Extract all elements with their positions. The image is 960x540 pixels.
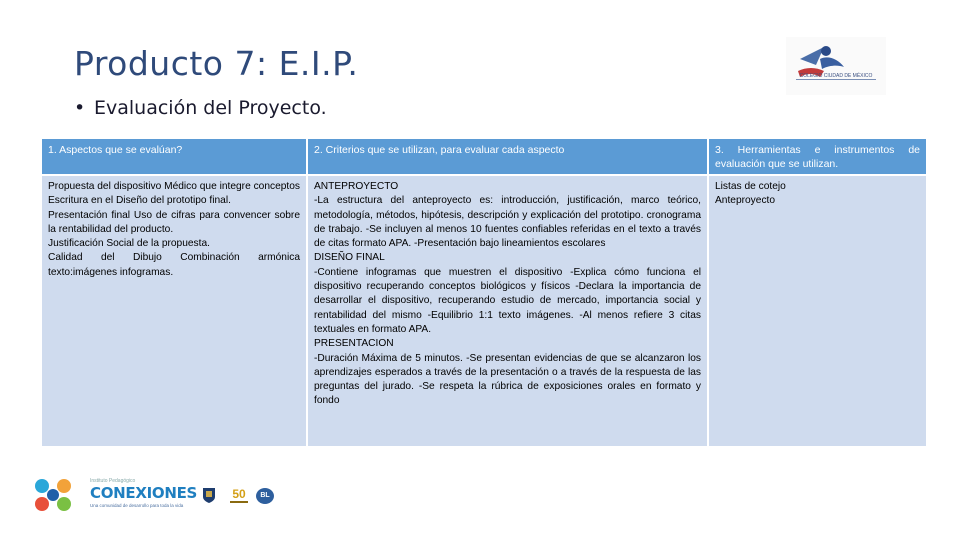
criteria-heading: ANTEPROYECTO — [314, 181, 399, 192]
svg-text:50: 50 — [232, 487, 246, 501]
tool-line: Listas de cotejo — [715, 181, 786, 192]
table-header-row — [41, 138, 927, 175]
aspect-line: Escritura en el Diseño del prototipo final. — [48, 195, 231, 207]
table-row — [41, 175, 927, 447]
bullet-dot-icon: • — [74, 97, 86, 119]
conexiones-tagline: Una comunidad de desarrollo para toda la vida — [90, 503, 184, 508]
school-logo-caption: COLEGIO CIUDAD DE MÉXICO — [799, 73, 873, 79]
anniversary-logo-icon — [227, 484, 251, 506]
cell-criteria — [307, 175, 708, 447]
conexiones-logo-icon — [30, 474, 76, 516]
criteria-heading: DISEÑO FINAL — [314, 252, 385, 264]
criteria-text: -La estructura del anteproyecto es: introducción, justificación, marco teórico, metodología, métodos, hipótesis, descripción y explicación del prototipo. cronograma de trabajo. -Se incluyen al menos 10 fuentes confiables referidas en el texto a través de citas formato APA. -Presentación bajo lineamientos escolares — [314, 195, 701, 250]
bullet-item — [74, 97, 327, 119]
conexiones-wordmark: CONEXIONES — [90, 484, 198, 502]
aspect-line: Calidad del Dibujo Combinación armónica texto:imágenes infogramas. — [48, 252, 300, 278]
slide-title: Producto 7: E.I.P. — [74, 44, 359, 83]
tool-line: Anteproyecto — [715, 195, 776, 207]
evaluation-table — [40, 137, 928, 448]
header-tools: 3. Herramientas e instrumentos de evaluación que se utilizan. — [708, 138, 927, 175]
school-logo-icon — [786, 37, 886, 95]
cell-tools — [708, 175, 927, 447]
aspect-line: Presentación final Uso de cifras para convencer sobre la rentabilidad del producto. — [48, 209, 300, 235]
school-logo — [786, 37, 886, 95]
footer-logos — [10, 470, 270, 520]
header-aspects: 1. Aspectos que se evalúan? — [41, 138, 307, 175]
criteria-text: -Contiene infogramas que muestren el dispositivo -Explica cómo funciona el dispositivo recuperando conceptos biológicos y físicos -Declara la importancia de desarrollar el dispositivo, recuperando estudio de mercado, importancia social y rentabilidad del mismo -Equilibrio 1:1 texto imágenes. -Al menos refiere 3 citas textuales en formato APA. — [314, 266, 701, 335]
bullet-text: Evaluación del Proyecto. — [94, 97, 327, 119]
cell-aspects — [41, 175, 307, 447]
aspect-line: Justificación Social de la propuesta. — [48, 238, 210, 250]
criteria-heading: PRESENTACION — [314, 338, 394, 350]
aspect-line: Propuesta del dispositivo Médico que integre conceptos — [48, 181, 301, 192]
bl-badge-icon: BL — [256, 488, 274, 504]
header-criteria: 2. Criterios que se utilizan, para evaluar cada aspecto — [307, 138, 708, 175]
criteria-text: -Duración Máxima de 5 minutos. -Se presentan evidencias de que se alcanzaron los aprendizajes esperados a través de la presentación o a través de la respuesta de las preguntas del jurado. -Se respeta la rúbrica de exposiciones orales en formato y fondo — [314, 352, 701, 407]
university-seal-icon — [201, 486, 217, 504]
conexiones-top-text: Instituto Pedagógico — [90, 478, 136, 484]
